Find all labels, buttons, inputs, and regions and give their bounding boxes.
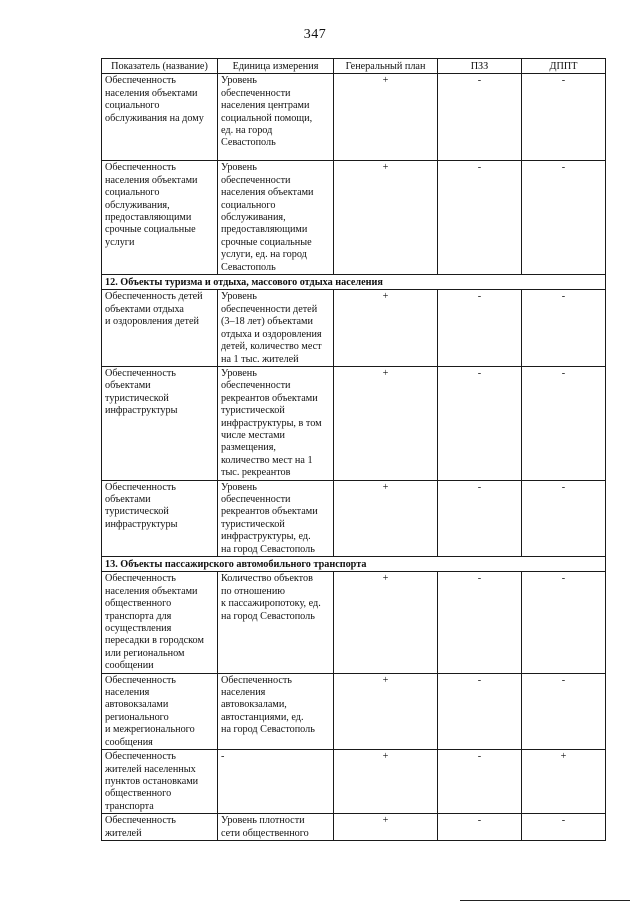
table-row	[102, 366, 606, 480]
pzz-mark: -	[477, 291, 482, 303]
unit-of-measure: Обеспеченность населения автовокзалами, автостанциями, ед. на город Севастополь	[221, 674, 315, 736]
general-plan-mark: +	[382, 291, 389, 303]
pzz-mark: -	[477, 751, 482, 763]
indicator-name: Обеспеченность детей объектами отдыха и оздоровления детей	[105, 291, 203, 328]
indicator-name: Обеспеченность объектами туристической инфраструктуры	[105, 481, 178, 530]
dppt-mark: -	[561, 75, 566, 87]
unit-of-measure: Уровень обеспеченности детей (3–18 лет) объектами отдыха и оздоровления детей, количество мест на 1 тыс. жителей	[221, 291, 322, 365]
section-header-row	[102, 557, 606, 572]
header-unit: Единица измерения	[218, 59, 334, 74]
page-edge-line	[460, 900, 630, 901]
table-row	[102, 750, 606, 814]
section-header-row	[102, 275, 606, 290]
unit-of-measure: Уровень обеспеченности рекреантов объектами туристической инфраструктуры, ед. на город Севастополь	[221, 481, 318, 555]
indicator-name: Обеспеченность жителей	[105, 815, 176, 839]
unit-of-measure: Уровень плотности сети общественного	[221, 815, 309, 839]
dppt-mark: -	[561, 162, 566, 174]
dppt-mark: -	[561, 481, 566, 493]
general-plan-mark: +	[382, 162, 389, 174]
pzz-mark: -	[477, 674, 482, 686]
dppt-mark: -	[561, 674, 566, 686]
page-number: 347	[303, 27, 327, 42]
general-plan-mark: +	[382, 573, 389, 585]
table-row	[102, 480, 606, 556]
indicator-name: Обеспеченность населения автовокзалами регионального и межрегионального сообщения	[105, 674, 195, 748]
indicator-name: Обеспеченность населения объектами социального обслуживания на дому	[105, 75, 204, 124]
header-dppt: ДППТ	[522, 59, 606, 74]
section-title: 13. Объекты пассажирского автомобильного транспорта	[102, 557, 606, 572]
section-title: 12. Объекты туризма и отдыха, массового отдыха населения	[102, 275, 606, 290]
unit-of-measure: -	[221, 751, 225, 763]
table-row	[102, 673, 606, 749]
pzz-mark: -	[477, 481, 482, 493]
pzz-mark: -	[477, 75, 482, 87]
unit-of-measure: Уровень обеспеченности рекреантов объектами туристической инфраструктуры, в том числе местами размещения, количество мест на 1 тыс. рекреантов	[221, 367, 322, 479]
pzz-mark: -	[477, 367, 482, 379]
general-plan-mark: +	[382, 815, 389, 827]
indicator-name: Обеспеченность жителей населенных пунктов остановками общественного транспорта	[105, 751, 199, 812]
pzz-mark: -	[477, 162, 482, 174]
general-plan-mark: +	[382, 751, 389, 763]
general-plan-mark: +	[382, 75, 389, 87]
table-row	[102, 161, 606, 275]
pzz-mark: -	[477, 815, 482, 827]
general-plan-mark: +	[382, 367, 389, 379]
dppt-mark: -	[561, 291, 566, 303]
table-row	[102, 572, 606, 673]
general-plan-mark: +	[382, 481, 389, 493]
table-row	[102, 814, 606, 841]
table-header-row	[102, 59, 606, 74]
pzz-mark: -	[477, 573, 482, 585]
general-plan-mark: +	[382, 674, 389, 686]
dppt-mark: +	[560, 751, 567, 763]
header-pzz: ПЗЗ	[438, 59, 522, 74]
unit-of-measure: Уровень обеспеченности населения объектами социального обслуживания, предоставляющими срочные социальные услуги, ед. на город Севастополь	[221, 162, 314, 273]
indicator-name: Обеспеченность объектами туристической инфраструктуры	[105, 367, 178, 417]
header-general-plan: Генеральный план	[334, 59, 438, 74]
unit-of-measure: Количество объектов по отношению к пассажиропотоку, ед. на город Севастополь	[221, 573, 321, 622]
indicator-name: Обеспеченность населения объектами общественного транспорта для осуществления пересадки в городском или региональном сообщении	[105, 573, 204, 672]
dppt-mark: -	[561, 367, 566, 379]
indicators-table	[101, 58, 606, 841]
dppt-mark: -	[561, 815, 566, 827]
unit-of-measure: Уровень обеспеченности населения центрами социальной помощи, ед. на город Севастополь	[221, 75, 313, 149]
dppt-mark: -	[561, 573, 566, 585]
table-row	[102, 290, 606, 366]
table-row	[102, 74, 606, 161]
header-indicator: Показатель (название)	[102, 59, 218, 74]
indicator-name: Обеспеченность населения объектами социального обслуживания, предоставляющими срочные социальные услуги	[105, 162, 198, 248]
